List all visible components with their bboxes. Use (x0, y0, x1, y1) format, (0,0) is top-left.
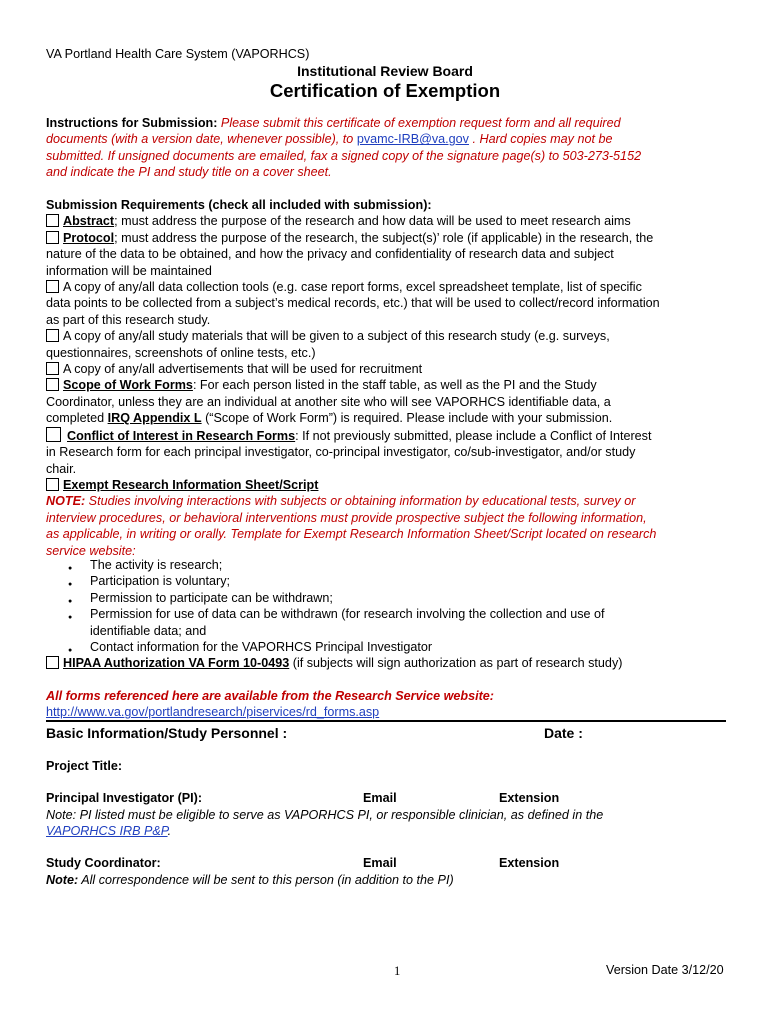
sc-email-label: Email (363, 856, 397, 870)
list-item: The activity is research; (90, 558, 223, 572)
requirements-block: Submission Requirements (check all included with submission): Abstract; must address the purpose of the research and how data will be used to meet research aims Protocol; must address the purpose of the research, the subject(s)’ role (if applicable) in the research, the nature of the data to be obtained, and how the privacy and confidentiality of research data and subject information will be maintained A copy of any/all data collection tools (e.g. case report forms, excel spreadsheet template, list of specific data points to be collected from a subject’s medical records, etc.) that will be used to collect/record information as part of this research study. A copy of any/all study materials that will be given to a subject of this research study (e.g. surveys, questionnaires, screenshots of online tests, etc.) A copy of any/all advertisements that will be used for recruitment Scope of Work Forms: For each person listed in the staff table, as well as the PI and the Study Coordinator, unless they are an individual at another site who will see VAPORHCS identifiable data, a completed IRQ Appendix L (“Scope of Work Form”) is required. Please include with your submission. Conflict of Interest in Research Forms: If not previously submitted, please include a Conflict of Interest in Research form for each principal investigator, co-principal investigator, co/sub-investigator, and/or study chair. Exempt Research Information Sheet/Script NOTE: Studies involving interactions with subjects or obtaining information by educational tests, survey or interview procedures, or behavioral interventions must provide prospective subject the following information, as applicable, in writing or orally. Template for Exempt Research Information Sheet/Script located on research service website: (46, 197, 746, 559)
data-tools-checkbox[interactable] (46, 280, 59, 293)
list-item: Participation is voluntary; (90, 574, 230, 589)
abstract-checkbox[interactable] (46, 214, 59, 227)
irb-pp-link[interactable]: VAPORHCS IRB P&P (46, 824, 168, 839)
pi-extension-label: Extension (499, 791, 560, 805)
list-item: Permission for use of data can be withdrawn (for research involving the collection and use of (90, 607, 605, 622)
page-title: Certification of Exemption (269, 80, 501, 101)
study-materials-checkbox[interactable] (46, 329, 59, 342)
bullet-icon: ● (68, 646, 73, 654)
protocol-checkbox[interactable] (46, 231, 59, 244)
board-name: Institutional Review Board (297, 63, 473, 79)
exempt-info-sheet-checkbox[interactable] (46, 478, 59, 491)
list-item-continued: identifiable data; and (90, 623, 207, 638)
version-date: Version Date 3/12/20 (606, 963, 724, 977)
sc-note: Note: All correspondence will be sent to this person (in addition to the PI) (46, 873, 454, 887)
org-name: VA Portland Health Care System (VAPORHCS) (46, 47, 310, 61)
conflict-of-interest-checkbox[interactable] (46, 427, 61, 442)
bullet-list (0, 557, 770, 657)
page-number: 1 (394, 964, 401, 978)
requirements-heading: Submission Requirements (check all included with submission): (46, 198, 432, 212)
basic-info-heading: Basic Information/Study Personnel : (46, 725, 288, 741)
irb-email-link[interactable]: pvamc-IRB@va.gov (356, 132, 469, 147)
advertisements-checkbox[interactable] (46, 362, 59, 375)
bullet-icon: ● (68, 614, 73, 622)
hipaa-checkbox[interactable] (46, 656, 59, 669)
date-label: Date : (544, 725, 583, 741)
list-item: Permission to participate can be withdrawn; (90, 590, 333, 605)
bullet-icon: ● (68, 597, 73, 605)
pi-note: Note: PI listed must be eligible to serve as VAPORHCS PI, or responsible clinician, as defined in the VAPORHCS IRB P&P. (46, 808, 604, 839)
list-item: Contact information for the VAPORHCS Principal Investigator (90, 639, 433, 654)
section-divider (46, 720, 726, 722)
hipaa-row: HIPAA Authorization VA Form 10-0493 (if subjects will sign authorization as part of research study) (46, 655, 622, 671)
project-title-label: Project Title: (46, 759, 123, 773)
bullet-icon: ● (68, 581, 73, 589)
sc-extension-label: Extension (499, 856, 560, 870)
forms-url-link[interactable]: http://www.va.gov/portlandresearch/piservices/rd_forms.asp (46, 705, 380, 720)
pi-email-label: Email (363, 791, 397, 805)
study-coordinator-label: Study Coordinator: (46, 856, 161, 870)
instructions-label: Instructions for Submission: (46, 116, 218, 130)
pi-label: Principal Investigator (PI): (46, 791, 203, 805)
scope-of-work-checkbox[interactable] (46, 378, 59, 391)
instructions-block: Instructions for Submission: Please submit this certificate of exemption request form and all required documents (with a version date, whenever possible), to pvamc-IRB@va.gov . Hard copies may not be submitted. If unsigned documents are emailed, fax a signed copy of the signature page(s) to 503-273-5152 and indicate the PI and study title on a cover sheet. (46, 116, 642, 180)
forms-note: All forms referenced here are available from the Research Service website: http://www.va.gov/portlandresearch/piservices/rd_forms.asp (46, 689, 494, 720)
bullet-icon: ● (68, 565, 73, 572)
